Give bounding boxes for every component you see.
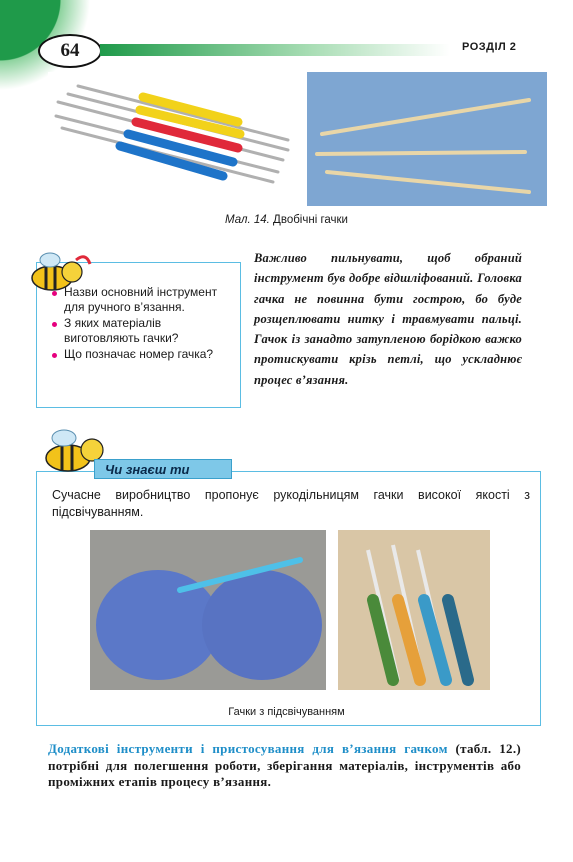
list-item: Назви основний інструмент для ручного в’язання. <box>48 285 238 315</box>
list-item: З яких матеріалів виготовляють гачки? <box>48 316 238 346</box>
list-item: Що позначає номер гачка? <box>48 347 238 362</box>
yarn-photo <box>90 530 326 690</box>
light-hooks-photo <box>338 530 490 690</box>
page-number: 64 <box>38 34 102 68</box>
important-note: Важливо пильнувати, щоб обраний інструмент був добре відшліфований. Головка гачка не повинна бути гострою, бо буде розщеплювати нитку і травмувати пальці. Гачок із занадто затупленою борідкою важко протискувати крізь петлі, що ускладнює процес в’язання. <box>254 251 522 387</box>
photo-caption: Гачки з підсвічуванням <box>228 706 345 718</box>
header-bar <box>100 44 450 56</box>
crochet-hooks-photo <box>48 72 296 204</box>
did-you-know-title: Чи знаєш ти <box>94 459 232 479</box>
did-you-know-text: Сучасне виробництво пропонує рукодільницям гачки високої якості з підсвічуванням. <box>52 488 530 519</box>
bamboo-hooks-photo <box>307 72 547 206</box>
figure-caption: Мал. 14. Двобічні гачки <box>225 214 348 226</box>
questions-list <box>48 285 238 363</box>
section-label: РОЗДІЛ 2 <box>462 41 517 53</box>
bottom-paragraph: Додаткові інструменти і пристосування для в’язання гачком (табл. 12.) потрібні для полегшення роботи, зберігання матеріалів, інструментів або проміжних етапів процесу в’язання. <box>48 741 521 789</box>
